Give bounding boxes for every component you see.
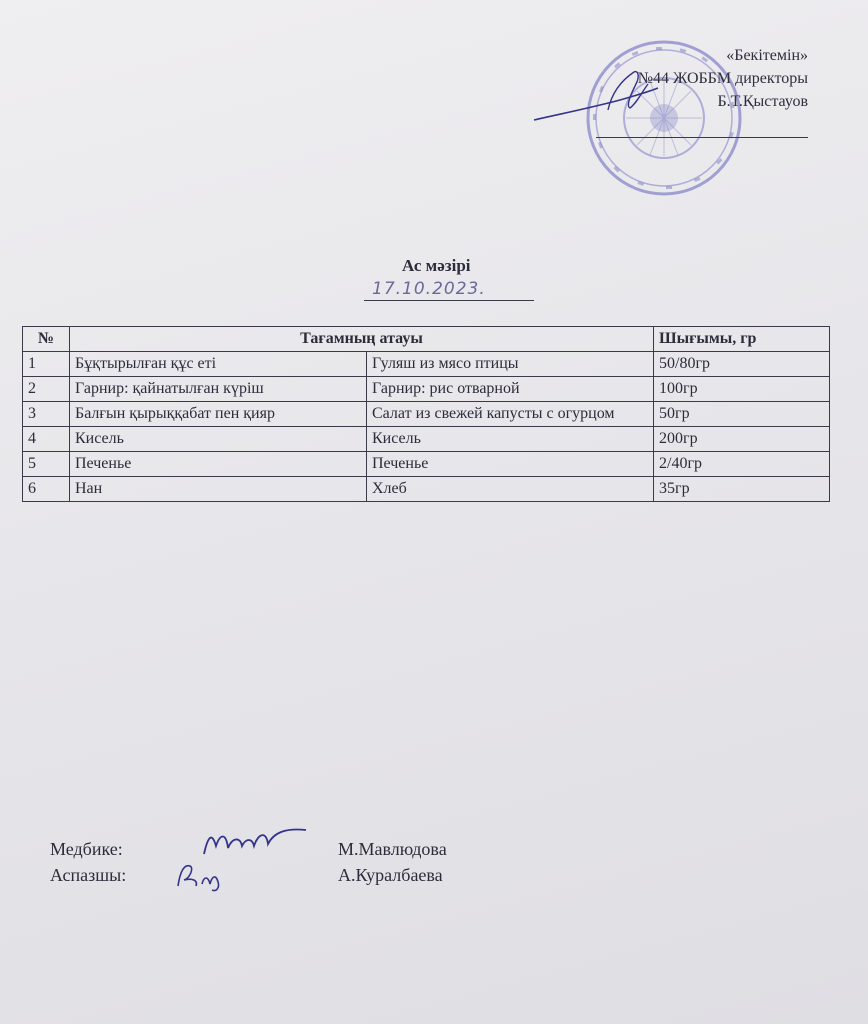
dish-name-russian: Печенье bbox=[367, 452, 654, 477]
cook-name: А.Куралбаева bbox=[338, 865, 443, 885]
director-signature bbox=[530, 62, 670, 132]
dish-name-russian: Салат из свежей капусты с огурцом bbox=[367, 402, 654, 427]
header-portion: Шығымы, гр bbox=[654, 327, 830, 352]
approval-heading: «Бекітемін» bbox=[726, 47, 808, 64]
menu-table bbox=[22, 326, 830, 502]
dish-portion: 100гр bbox=[654, 377, 830, 402]
nurse-role: Медбике: bbox=[50, 839, 123, 859]
nurse-handwritten-signature bbox=[200, 824, 310, 860]
dish-portion: 200гр bbox=[654, 427, 830, 452]
row-number: 3 bbox=[23, 402, 70, 427]
dish-portion: 2/40гр bbox=[654, 452, 830, 477]
dish-portion: 50гр bbox=[654, 402, 830, 427]
dish-name-kazakh: Кисель bbox=[70, 427, 367, 452]
dish-name-kazakh: Печенье bbox=[70, 452, 367, 477]
cook-role: Аспазшы: bbox=[50, 865, 127, 885]
table-row bbox=[23, 352, 830, 377]
approval-position: №44 ЖОББМ директоры bbox=[637, 70, 808, 87]
row-number: 4 bbox=[23, 427, 70, 452]
row-number: 6 bbox=[23, 477, 70, 502]
nurse-name: М.Мавлюдова bbox=[338, 839, 447, 859]
table-row bbox=[23, 477, 830, 502]
approval-director-name: Б.Т.Қыстауов bbox=[717, 93, 808, 110]
table-row bbox=[23, 402, 830, 427]
table-row bbox=[23, 427, 830, 452]
table-row bbox=[23, 452, 830, 477]
table-header-row bbox=[23, 327, 830, 352]
row-number: 5 bbox=[23, 452, 70, 477]
dish-name-russian: Хлеб bbox=[367, 477, 654, 502]
row-number: 1 bbox=[23, 352, 70, 377]
signature-block bbox=[50, 836, 550, 888]
table-row bbox=[23, 377, 830, 402]
document-title: Ас мәзірі bbox=[402, 256, 471, 275]
approval-signature-line bbox=[596, 137, 808, 138]
dish-portion: 50/80гр bbox=[654, 352, 830, 377]
dish-name-russian: Кисель bbox=[367, 427, 654, 452]
dish-name-kazakh: Нан bbox=[70, 477, 367, 502]
header-dish-name: Тағамның атауы bbox=[70, 327, 654, 352]
dish-name-russian: Гуляш из мясо птицы bbox=[367, 352, 654, 377]
cook-handwritten-signature bbox=[172, 858, 228, 894]
dish-name-kazakh: Гарнир: қайнатылған күріш bbox=[70, 377, 367, 402]
dish-name-kazakh: Балғын қырыққабат пен қияр bbox=[70, 402, 367, 427]
nurse-signature-row bbox=[50, 836, 550, 862]
document-date: 17.10.2023. bbox=[364, 278, 534, 301]
row-number: 2 bbox=[23, 377, 70, 402]
header-number: № bbox=[23, 327, 70, 352]
dish-portion: 35гр bbox=[654, 477, 830, 502]
dish-name-russian: Гарнир: рис отварной bbox=[367, 377, 654, 402]
dish-name-kazakh: Бұқтырылған құс еті bbox=[70, 352, 367, 377]
cook-signature-row bbox=[50, 862, 550, 888]
